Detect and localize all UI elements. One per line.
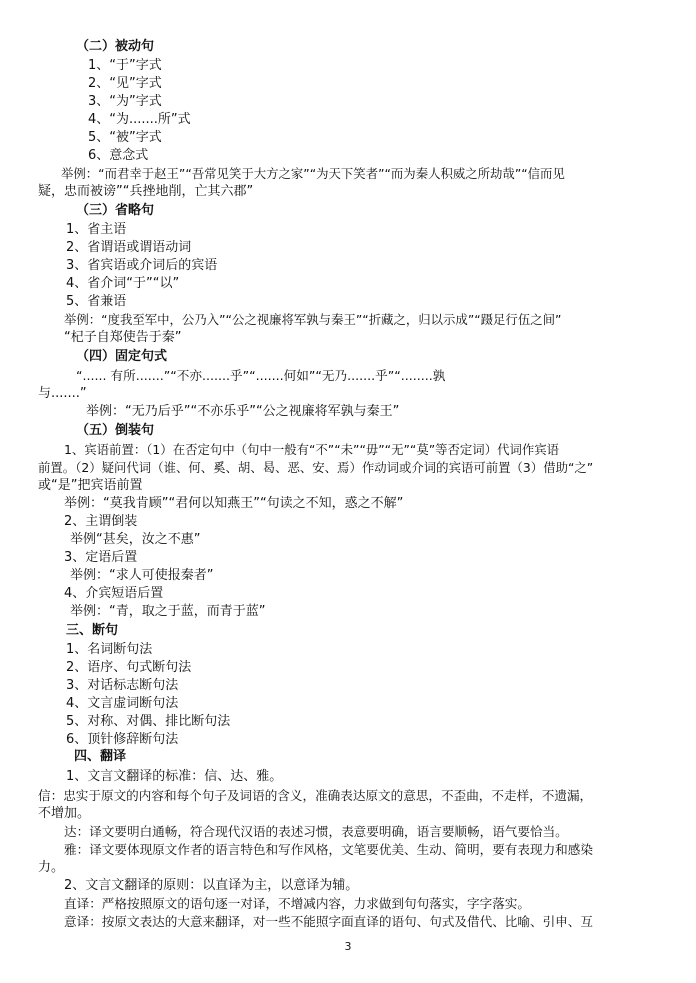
list-item: 6、顶针修辞断句法 [66, 732, 179, 747]
example-text: “杞子自郑使告于秦” [64, 330, 182, 345]
example-text: 举例“甚矣，汝之不惠” [70, 532, 201, 547]
list-item: 3、省宾语或介词后的宾语 [66, 258, 218, 273]
list-item: 4、省介词“于”“以” [66, 276, 180, 291]
body-text: 雅：译文要体现原文作者的语言特色和写作风格，文笔要优美、生动、简明，要有表现力和感染 [64, 842, 593, 857]
body-text: 信：忠实于原文的内容和每个句子及词语的含义，准确表达原文的意思，不歪曲，不走样，不遗漏， [38, 788, 593, 803]
list-item: 5、省兼语 [66, 294, 127, 309]
section-heading-translation: 四、翻译 [74, 749, 127, 764]
example-text: 举例：“莫我肯顾”“君何以知燕王”“句读之不知，惑之不解” [64, 496, 404, 511]
body-text: 达：译文要明白通畅，符合现代汉语的表述习惯，表意要明确，语言要顺畅，语气要恰当。 [64, 824, 568, 839]
body-text: 力。 [38, 860, 65, 875]
example-text: 举例：“无乃后乎”“不亦乐乎”“公之视廉将军孰与秦王” [86, 404, 400, 419]
page-number: 3 [344, 940, 352, 953]
body-text: 前置。（2）疑问代词（谁、何、奚、胡、曷、恶、安、焉）作动词或介词的宾语可前置（3）借助“之” [38, 460, 594, 475]
body-text: “...... 有所.......”“不亦.......乎”“.......何如”“无乃.......乎”“........孰 [76, 368, 446, 383]
list-item: 5、对称、对偶、排比断句法 [66, 714, 231, 729]
body-text: 与.......” [38, 386, 87, 401]
example-text: 举例：“度我至军中，公乃入”“公之视廉将军孰与秦王”“折藏之，归以示成”“蹑足行伍之间” [64, 312, 562, 327]
section-heading-punctuation: 三、断句 [66, 623, 119, 638]
list-item: 5、“被”字式 [88, 130, 162, 145]
list-item: 2、主谓倒装 [64, 514, 138, 529]
body-text: 不增加。 [38, 806, 91, 821]
list-item: 4、介宾短语后置 [64, 586, 164, 601]
list-item: 2、省谓语或谓语动词 [66, 240, 192, 255]
list-item: 3、对话标志断句法 [66, 678, 179, 693]
list-item: 2、文言文翻译的原则：以直译为主，以意译为辅。 [64, 878, 359, 893]
list-item: 1、省主语 [66, 222, 127, 237]
list-item: 1、文言文翻译的标准：信、达、雅。 [66, 769, 283, 784]
list-item: 3、“为”字式 [88, 94, 162, 109]
section-heading-ellipsis: （三）省略句 [76, 203, 155, 218]
section-heading-passive: （二）被动句 [76, 39, 155, 54]
example-text: 举例：“而君幸于赵王”“吾常见笑于大方之家”“为天下笑者”“而为秦人积威之所劫哉”“信而见 [61, 166, 565, 181]
body-text: 意译：按原文表达的大意来翻译，对一些不能照字面直译的语句、句式及借代、比喻、引申、互 [64, 914, 593, 929]
body-text: 或“是”把宾语前置 [38, 478, 143, 493]
list-item: 1、名词断句法 [66, 642, 153, 657]
list-item: 4、“为.......所”式 [88, 112, 191, 127]
example-text: 疑，忠而被谤”“兵挫地削，亡其六郡” [38, 184, 254, 199]
list-item: 1、“于”字式 [88, 58, 162, 73]
body-text: 直译：严格按照原文的语句逐一对译，不增减内容，力求做到句句落实，字字落实。 [64, 896, 530, 911]
list-item: 3、定语后置 [64, 550, 138, 565]
list-item: 4、文言虚词断句法 [66, 696, 179, 711]
example-text: 举例：“求人可使报秦者” [70, 568, 214, 583]
section-heading-fixed: （四）固定句式 [76, 349, 168, 364]
body-text: 1、宾语前置：（1）在否定句中（句中一般有“不”“未”“毋”“无”“莫”等否定词）代词作宾语 [64, 442, 560, 457]
example-text: 举例：“青，取之于蓝，而青于蓝” [70, 604, 266, 619]
list-item: 2、“见”字式 [88, 76, 162, 91]
section-heading-inverted: （五）倒装句 [76, 423, 155, 438]
list-item: 2、语序、句式断句法 [66, 660, 192, 675]
list-item: 6、意念式 [88, 148, 149, 163]
